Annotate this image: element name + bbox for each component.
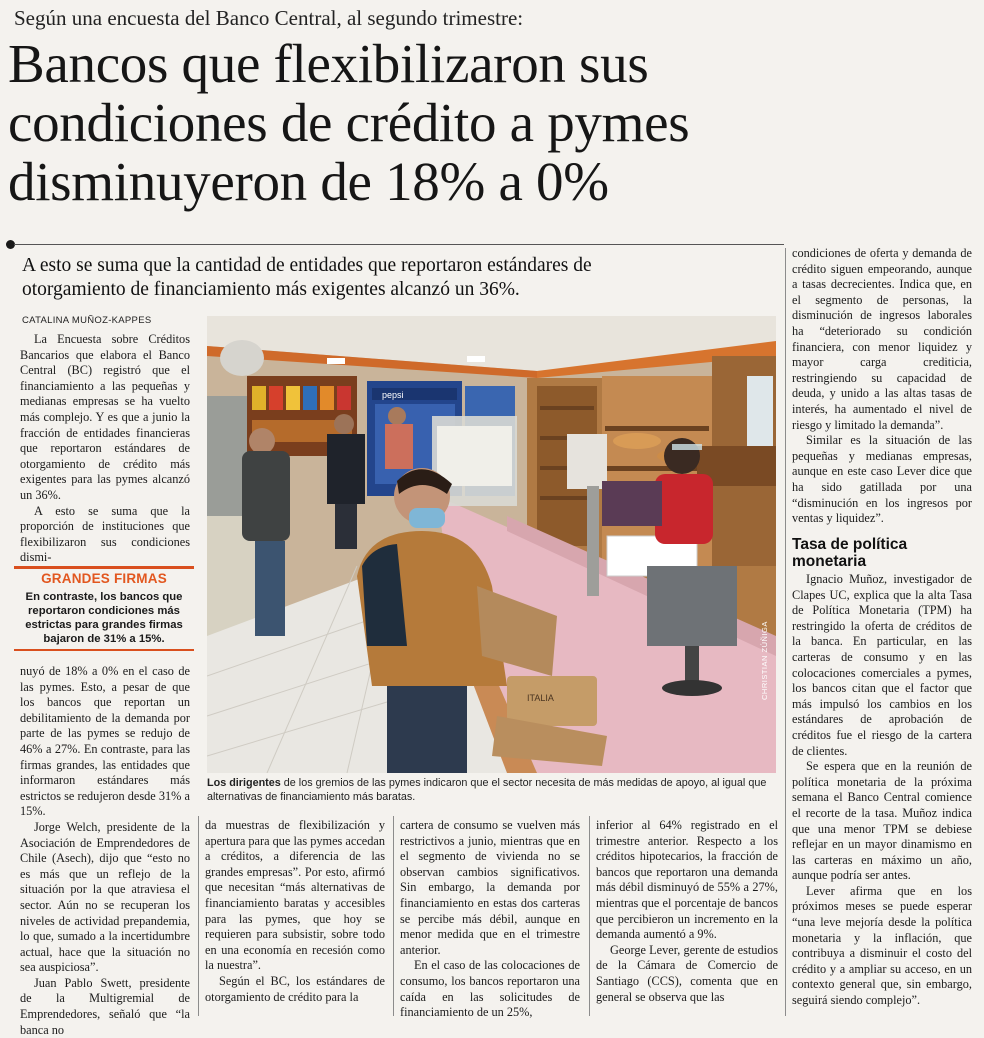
caption-text: de los gremios de las pymes indicaron que el sector necesita de más medidas de apoyo, al igual que alternativas de financiamiento más baratas. <box>207 777 767 803</box>
paragraph: Juan Pablo Swett, presidente de la Multigremial de Emprendedores, señaló que “la banca no <box>20 975 190 1037</box>
factbox-tag: GRANDES FIRMAS <box>41 571 167 586</box>
article-column-2 <box>205 818 385 1005</box>
bag-label: ITALIA <box>527 693 554 703</box>
article-column-4 <box>596 818 778 1005</box>
kicker: Según una encuesta del Banco Central, al segundo trimestre: <box>14 6 524 30</box>
paragraph: Según el BC, los estándares de otorgamiento de crédito para la <box>205 973 385 1004</box>
paragraph: Jorge Welch, presidente de la Asociación de Emprendedores de Chile (Asech), dijo que “esto no es más que un reflejo de la situación por la que atraviesa el sector. Aún no se recuperan los niveles de actividad prepandemia, lo que, sumado a la incertidumbre actual, hace que la situación no sea auspiciosa”. <box>20 819 190 975</box>
subheadline <box>22 254 722 302</box>
fact-box <box>14 566 194 652</box>
photo-illustration <box>207 316 776 773</box>
fridge-label: pepsi <box>382 390 404 400</box>
paragraph: condiciones de oferta y demanda de crédito siguen empeorando, aunque a tasas decrecientes. Indica que, en el segmento de personas, la disminución de ingresos laborales ha “deteriorado su condición financiera, con menor liquidez y mayor carga crediticia, restringiendo su capacidad de deuda, y unido a las altas tasas de interés, ha aumentado el nivel de riesgo y limitado la demanda”. <box>792 246 972 432</box>
bakery-photo <box>207 316 776 773</box>
subhead-line: otorgamiento de financiamiento más exigentes alcanzó un 36%. <box>22 279 520 300</box>
byline: CATALINA MUÑOZ-KAPPES <box>22 315 152 326</box>
divider <box>14 244 784 245</box>
subhead-line: A esto se suma que la cantidad de entidades que reportaron estándares de <box>22 255 592 276</box>
column-rule <box>393 816 394 1016</box>
article-column-3 <box>400 818 580 1021</box>
headline-line: disminuyeron de 18% a 0% <box>8 151 609 212</box>
paragraph: La Encuesta sobre Créditos Bancarios que elabora el Banco Central (BC) registró que el financiamiento a las pequeñas y medianas empresas se ha vuelto más complejo. Y es que a junio la fracción de entidades financieras que reportaron estándares de otorgamiento de crédito más exigentes para las pymes alcanzó un 36%. <box>20 332 190 502</box>
factbox-top-rule <box>14 566 194 569</box>
column-rule <box>785 248 786 1016</box>
article-column-5-bottom <box>792 572 972 1009</box>
photo-credit: CHRISTIAN ZÚÑIGA <box>760 621 769 700</box>
paragraph: da muestras de flexibilización y apertura para que las pymes accedan a créditos, a diferencia de las grandes empresas”. Por esto, afirmó que necesitan “más alternativas de financiamiento baratas y accesibles para las pymes, que hoy se requieren para subsistir, sobre todo en una economía en recesión como la nuestra”. <box>205 818 385 973</box>
article-column-1-top <box>20 332 190 566</box>
paragraph: cartera de consumo se vuelven más restrictivos a junio, mientras que en el segmento de vivienda no se observan cambios significativos. Sin embargo, la demanda por financiamiento en estas dos carteras se percibe más débil, aunque en menor medida que en el trimestre anterior. <box>400 818 580 957</box>
headline <box>8 34 908 211</box>
photo-caption <box>207 776 776 804</box>
paragraph: nuyó de 18% a 0% en el caso de las pymes. Esto, a pesar de que los bancos que reportan un debilitamiento de la demanda por parte de las pymes se redujo de 46% a 27%. En contraste, para las firmas grandes, las entidades que informaron estándares más estrictos se redujeron desde 31% a 15%. <box>20 664 190 819</box>
caption-lead: Los dirigentes <box>207 777 281 789</box>
article-column-5-top <box>792 246 972 527</box>
paragraph: inferior al 64% registrado en el trimestre anterior. Respecto a los créditos hipotecarios, la fracción de bancos que reportaron una demanda más débil disminuyó de 55% a 27%, mientras que el porcentaje de bancos que percibieron un incremento en la demanda aumentó a 9%. <box>596 818 778 942</box>
paragraph: A esto se suma que la proporción de instituciones que flexibilizaron sus condiciones dismi- <box>20 503 190 565</box>
paragraph: Se espera que en la reunión de política monetaria de la próxima semana el Banco Central comience el recorte de la tasa. Muñoz indica que una menor TPM se debiese reflejar en un mayor dinamismo en las carteras en máximo un año, aunque podría ser antes. <box>792 759 972 883</box>
article-column-1-bottom <box>20 664 190 1038</box>
paragraph: George Lever, gerente de estudios de la Cámara de Comercio de Santiago (CCS), comenta que en general se observa que las <box>596 942 778 1004</box>
paragraph: Similar es la situación de las pequeñas y medianas empresas, aunque en este caso Lever dice que ha sido gatillada por una “disminución en los ingresos por ventas y liquidez”. <box>792 433 972 526</box>
column-rule <box>589 816 590 1016</box>
paragraph: Ignacio Muñoz, investigador de Clapes UC, explica que la alta Tasa de Política Monetaria (TPM) ha restringido la oferta de créditos de la banca. En particular, en las carteras de consumo y en las colocaciones comerciales a pymes, los bancos citan que el factor que más impulsó los cambios en los estándares de aprobación de créditos fue el riesgo de la cartera de clientes. <box>792 572 972 758</box>
headline-line: condiciones de crédito a pymes <box>8 92 690 153</box>
paragraph: En el caso de las colocaciones de consumo, los bancos reportaron una caída en las solicitudes de financiamiento de un 25%, <box>400 958 580 1020</box>
factbox-text: En contraste, los bancos que reportaron condiciones más estrictas para grandes firmas bajaron de 31% a 15%. <box>25 591 183 645</box>
headline-line: Bancos que flexibilizaron sus <box>8 33 649 94</box>
paragraph: Lever afirma que en los próximos meses se puede esperar “una leve mejoría desde la política monetaria y la inflación, que contribuya a disminuir el costo del crédito y a ampliar su acceso, en un contexto general que, sin embargo, seguirá siendo complejo”. <box>792 883 972 1008</box>
factbox-bottom-rule <box>14 649 194 651</box>
column-rule <box>198 816 199 1016</box>
section-heading: Tasa de política monetaria <box>792 536 908 570</box>
